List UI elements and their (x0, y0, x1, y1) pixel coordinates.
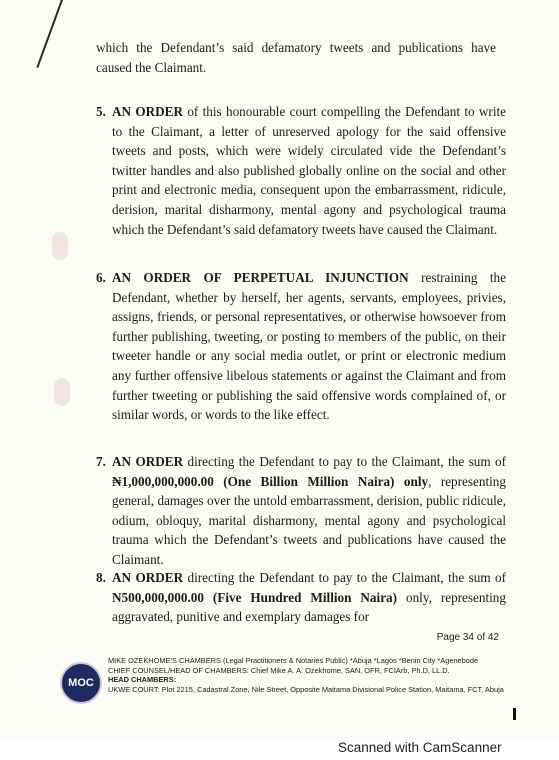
item-text: directing the Defendant to pay to the Claimant, the sum of (183, 454, 506, 469)
item-amount: N500,000,000.00 (Five Hundred Million Naira) (112, 589, 398, 605)
item-text: restraining the Defendant, whether by herself, her agents, servants, employees, privies, assigns, friends, or personal representatives, or otherwise howsoever from further publishing, tweeting, or posting to members of the public, on their tweeter handle or any social media outlet, or print or electronic medium any further offensive libelous statements or against the Claimant and from further tweeting or publishing the said offensive words complained of, or similar words, or words to the like effect. (112, 270, 506, 423)
item-number: 7. (96, 454, 106, 469)
page-number: Page 34 of 42 (436, 632, 499, 643)
page-smudge (54, 378, 70, 406)
item-number: 8. (96, 570, 106, 585)
item-lead: AN ORDER (112, 570, 184, 585)
item-text: of this honourable court compelling the Defendant to write to the Claimant, a letter of unreserved apology for the said offensive tweets and posts, which were widely circulated vide the Defendant’s twitter handles and also published globally online on the social and other print and electronic media, consequent upon the embarrassment, ridicule, derision, marital disharmony, mental agony and psychological trauma which the Defendant’s said defamatory tweets have caused the Claimant. (112, 104, 507, 237)
page-smudge (52, 232, 68, 260)
letterhead-footer (50, 648, 520, 716)
item-number: 5. (96, 104, 106, 119)
order-item-5 (96, 102, 506, 239)
footer-line: MIKE OZEKHOME’S CHAMBERS (Legal Practitioners & Notaries Public) *Abuja *Lagos *Benin City *Agenebode (108, 656, 479, 665)
order-item-8 (96, 568, 506, 627)
scan-mark (513, 708, 516, 720)
item-amount: ₦1,000,000,000.00 (One Billion Million Naira) only (112, 473, 429, 489)
order-item-6 (96, 268, 506, 425)
item-lead: AN ORDER (112, 454, 184, 469)
item-text: directing the Defendant to pay to the Claimant, the sum of (183, 570, 506, 585)
item-number: 6. (96, 270, 106, 285)
chambers-logo: MOC (60, 662, 102, 704)
page-fold-shadow (36, 0, 65, 68)
footer-text (108, 656, 518, 694)
camscanner-watermark: Scanned with CamScanner (338, 740, 502, 755)
footer-line: HEAD CHAMBERS: (108, 675, 177, 684)
item-text: , representing general, damages over the untold embarrassment, derision, public ridicule, odium, obloquy, marital disharmony, mental agony and psychological trauma which the Defendant’s tweets and publications have caused the Claimant. (112, 473, 506, 567)
footer-line: UKWE COURT: Plot 2215, Cadastral Zone, Nile Street, Opposite Maitama Divisional Police Station, Maitama, FCT, Abuja (108, 684, 504, 694)
footer-line: CHIEF COUNSEL/HEAD OF CHAMBERS: Chief Mike A. A. Ozekhome, SAN, OFR, FCIArb, Ph.D, LL.D. (108, 665, 450, 675)
item-lead: AN ORDER OF PERPETUAL INJUNCTION (112, 270, 409, 285)
item-text: only, representing aggravated, punitive and exemplary damages for (112, 589, 506, 625)
order-item-7 (96, 452, 506, 570)
continuation-paragraph: which the Defendant’s said defamatory tweets and publications have caused the Claimant. (96, 40, 496, 75)
item-lead: AN ORDER (112, 104, 183, 119)
